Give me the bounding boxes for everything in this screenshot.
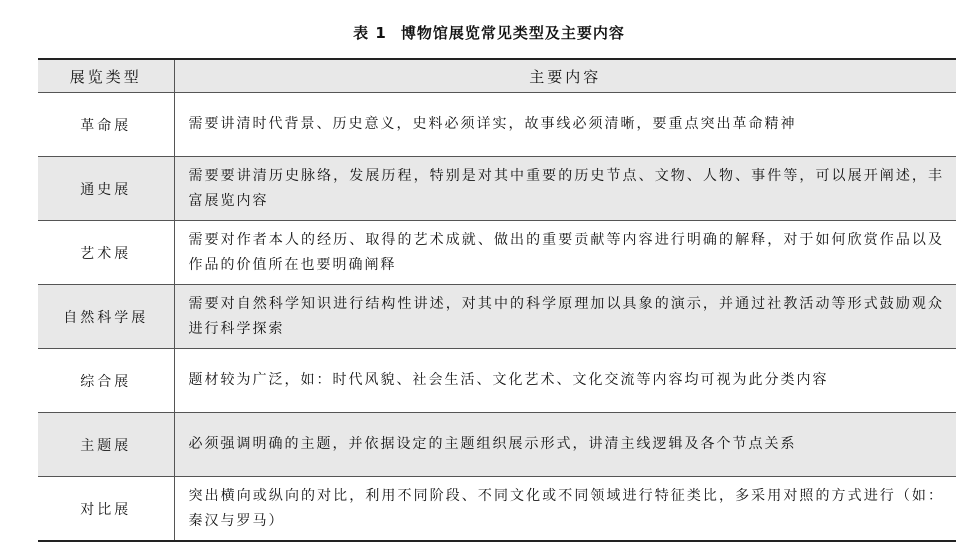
row-type-cell: 革命展 — [38, 93, 174, 157]
exhibition-types-table — [38, 58, 956, 542]
table-row — [38, 477, 956, 542]
row-content-cell: 需要对自然科学知识进行结构性讲述，对其中的科学原理加以具象的演示，并通过社教活动等形式鼓励观众进行科学探索 — [174, 285, 956, 349]
row-type-cell: 主题展 — [38, 413, 174, 477]
row-content-cell: 题材较为广泛，如：时代风貌、社会生活、文化艺术、文化交流等内容均可视为此分类内容 — [174, 349, 956, 413]
row-content-cell: 突出横向或纵向的对比，利用不同阶段、不同文化或不同领域进行特征类比，多采用对照的方式进行（如：秦汉与罗马） — [174, 477, 956, 542]
row-type-cell: 对比展 — [38, 477, 174, 542]
table-header-row — [38, 59, 956, 93]
row-type-cell: 综合展 — [38, 349, 174, 413]
row-type-cell: 艺术展 — [38, 221, 174, 285]
row-content-cell: 需要对作者本人的经历、取得的艺术成就、做出的重要贡献等内容进行明确的解释，对于如何欣赏作品以及作品的价值所在也要明确阐释 — [174, 221, 956, 285]
row-content-cell: 需要要讲清历史脉络，发展历程，特别是对其中重要的历史节点、文物、人物、事件等，可以展开阐述，丰富展览内容 — [174, 157, 956, 221]
table-row — [38, 413, 956, 477]
row-content-cell: 需要讲清时代背景、历史意义，史料必须详实，故事线必须清晰，要重点突出革命精神 — [174, 93, 956, 157]
row-type-cell: 自然科学展 — [38, 285, 174, 349]
table-row — [38, 93, 956, 157]
row-type-cell: 通史展 — [38, 157, 174, 221]
table-number: 表 1 — [353, 24, 387, 42]
header-exhibition-type: 展览类型 — [38, 59, 174, 93]
table-row — [38, 349, 956, 413]
row-content-cell: 必须强调明确的主题，并依据设定的主题组织展示形式，讲清主线逻辑及各个节点关系 — [174, 413, 956, 477]
table-row — [38, 157, 956, 221]
table-title: 博物馆展览常见类型及主要内容 — [400, 24, 625, 42]
header-main-content: 主要内容 — [174, 59, 956, 93]
table-row — [38, 285, 956, 349]
table-caption — [0, 22, 978, 43]
table-row — [38, 221, 956, 285]
